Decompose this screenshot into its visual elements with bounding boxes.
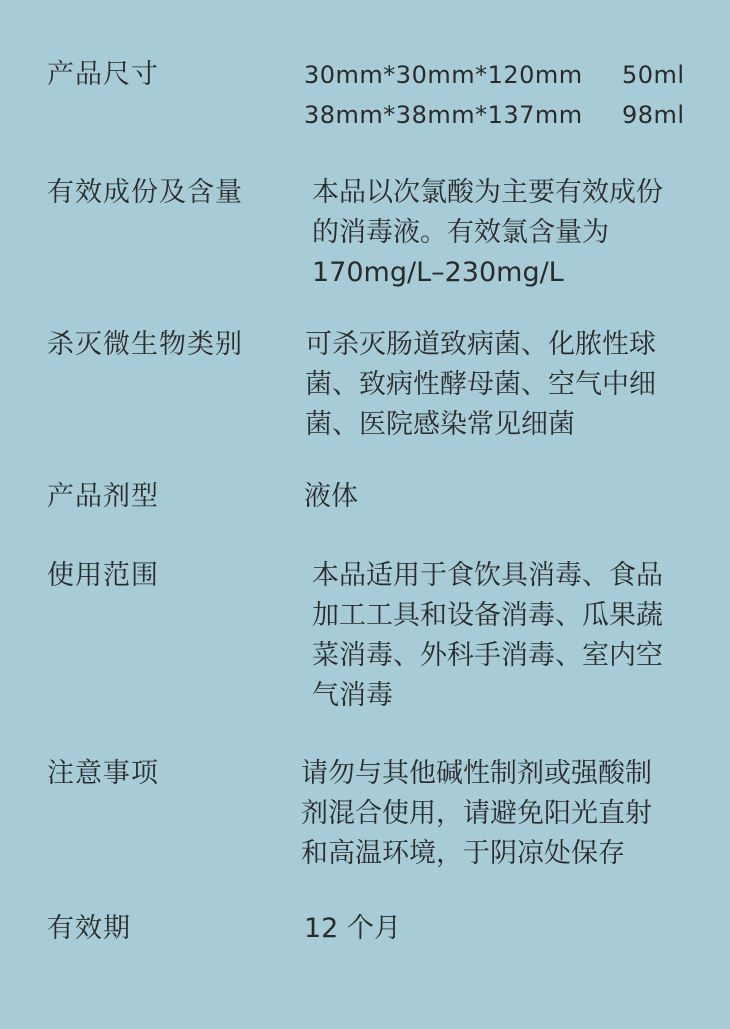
spec-label-microbes: 杀灭微生物类别 — [47, 329, 243, 360]
spec-value-form — [304, 477, 358, 517]
value-line: 和高温环境，于阴凉处保存 — [301, 838, 625, 869]
size-line — [304, 95, 704, 135]
value-line: 菌、致病性酵母菌、空气中细 — [305, 369, 656, 400]
size-volume: 50ml — [622, 61, 685, 89]
value-line: 液体 — [304, 481, 358, 512]
spec-label-ingredient: 有效成份及含量 — [47, 177, 243, 208]
value-line: 加工工具和设备消毒、瓜果蔬 — [312, 600, 663, 631]
value-line: 可杀灭肠道致病菌、化脓性球 — [305, 329, 656, 360]
size-volume: 98ml — [622, 101, 685, 129]
spec-value-scope — [312, 556, 663, 716]
size-line — [304, 55, 704, 95]
value-line: 本品以次氯酸为主要有效成份 — [312, 177, 663, 208]
value-line: 本品适用于食饮具消毒、食品 — [312, 560, 663, 591]
spec-label-notes: 注意事项 — [47, 758, 159, 789]
spec-value-shelf-life — [304, 909, 401, 949]
value-line: 的消毒液。有效氯含量为 — [312, 217, 609, 248]
size-dimension: 38mm*38mm*137mm — [304, 101, 583, 129]
spec-label-size: 产品尺寸 — [47, 59, 159, 90]
value-line: 气消毒 — [312, 680, 393, 711]
spec-value-notes — [301, 754, 652, 874]
value-line: 剂混合使用，请避免阳光直射 — [301, 798, 652, 829]
spec-label-form: 产品剂型 — [47, 481, 159, 512]
spec-value-size — [304, 55, 704, 135]
value-line: 菌、医院感染常见细菌 — [305, 409, 575, 440]
value-line: 请勿与其他碱性制剂或强酸制 — [301, 758, 652, 789]
value-line: 12 个月 — [304, 913, 401, 944]
spec-value-ingredient — [312, 173, 663, 293]
value-line: 菜消毒、外科手消毒、室内空 — [312, 640, 663, 671]
value-line: 170mg/L–230mg/L — [312, 257, 564, 288]
spec-value-microbes — [305, 325, 656, 445]
spec-label-scope: 使用范围 — [47, 560, 159, 591]
size-dimension: 30mm*30mm*120mm — [304, 61, 583, 89]
spec-label-shelf-life: 有效期 — [47, 913, 131, 944]
